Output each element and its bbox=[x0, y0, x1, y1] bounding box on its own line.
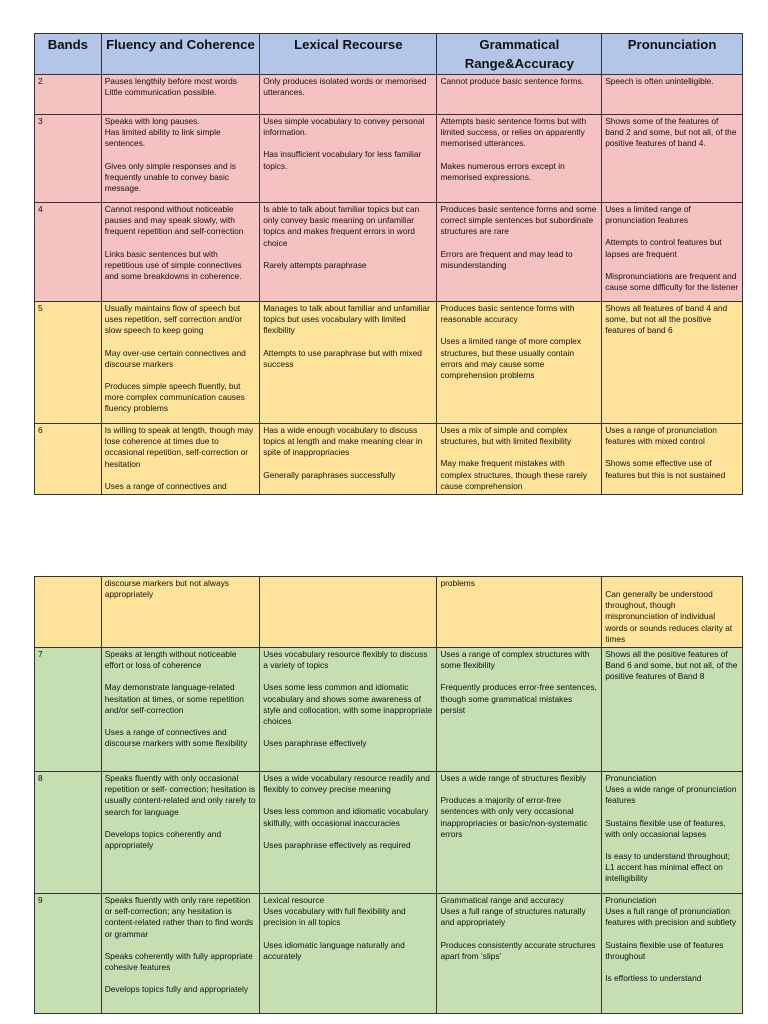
descriptor-paragraph: Uses simple vocabulary to convey personal information. bbox=[263, 116, 427, 138]
descriptor-paragraph: Shows all features of band 4 and some, but not all the positive features of band 6 bbox=[605, 303, 730, 336]
descriptor-paragraph: Pronunciation Uses a full range of pronunciation features with precision and subtlety bbox=[605, 895, 737, 928]
descriptor-cell-grammar bbox=[437, 648, 602, 772]
descriptor-paragraph: Generally paraphrases successfully bbox=[263, 469, 396, 480]
descriptor-paragraph: Has a wide enough vocabulary to discuss topics at length and make meaning clear in spite of inappropriacies bbox=[263, 425, 425, 458]
descriptor-paragraph: Errors are frequent and may lead to misunderstanding bbox=[440, 248, 575, 270]
band-row bbox=[35, 302, 743, 424]
descriptor-cell-fluency bbox=[101, 75, 259, 115]
descriptor-cell-pronunciation bbox=[602, 115, 743, 203]
band-row bbox=[35, 648, 743, 772]
descriptor-paragraph: Produces basic sentence forms and some correct simple sentences but subordinate structures are rare bbox=[440, 204, 599, 237]
descriptor-paragraph: Is effortless to understand bbox=[605, 973, 702, 984]
descriptor-paragraph: Uses a mix of simple and complex structures, but with limited flexibility bbox=[440, 425, 572, 447]
descriptor-paragraph: Uses a range of connectives and bbox=[104, 480, 227, 491]
descriptor-paragraph: Can generally be understood throughout, though mispronunciation of individual words or sounds reduces clarity at times bbox=[605, 589, 735, 644]
descriptor-cell-lexical bbox=[260, 75, 437, 115]
descriptor-paragraph: Produces simple speech fluently, but more complex communication causes fluency problems bbox=[104, 381, 248, 414]
descriptor-paragraph: Attempts to control features but lapses are frequent bbox=[605, 237, 724, 259]
band-number: 7 bbox=[35, 648, 102, 772]
descriptor-cell-grammar bbox=[437, 75, 602, 115]
header-grammar: Grammatical Range&Accuracy bbox=[437, 34, 602, 75]
descriptor-paragraph: Rarely attempts paraphrase bbox=[263, 259, 367, 270]
band-number: 2 bbox=[35, 75, 102, 115]
descriptor-paragraph: Attempts basic sentence forms but with limited success, or relies on apparently memorised utterances. bbox=[440, 116, 589, 149]
descriptor-paragraph: May make frequent mistakes with complex structures, though these rarely cause comprehension bbox=[440, 458, 590, 491]
descriptor-paragraph: Uses paraphrase effectively as required bbox=[263, 839, 411, 850]
descriptor-paragraph: Pronunciation Uses a wide range of pronunciation features bbox=[605, 773, 737, 806]
descriptor-cell-lexical bbox=[260, 115, 437, 203]
descriptor-paragraph: Uses a range of complex structures with some flexibility bbox=[440, 649, 592, 671]
band-row bbox=[35, 577, 743, 648]
descriptor-paragraph: Develops topics fully and appropriately bbox=[104, 984, 249, 995]
header-row bbox=[35, 34, 743, 75]
descriptor-paragraph: Speaks fluently with only occasional repetition or self- correction; hesitation is usually content-related and only rarely to search for language bbox=[104, 773, 258, 817]
descriptor-paragraph: Cannot produce basic sentence forms. bbox=[440, 76, 584, 86]
descriptor-paragraph: May over-use certain connectives and discourse markers bbox=[104, 347, 249, 369]
descriptor-cell-pronunciation bbox=[602, 648, 743, 772]
band-number: 4 bbox=[35, 203, 102, 302]
band-number: 3 bbox=[35, 115, 102, 203]
descriptor-paragraph: Cannot respond without noticeable pauses and may speak slowly, with frequent repetition and self-correction bbox=[104, 204, 244, 237]
descriptor-cell-pronunciation bbox=[602, 894, 743, 1014]
descriptor-cell-fluency bbox=[101, 115, 259, 203]
descriptor-cell-fluency bbox=[101, 648, 259, 772]
descriptor-cell-grammar bbox=[437, 577, 602, 648]
descriptor-paragraph: Speaks fluently with only rare repetition or self-correction; any hesitation is content-related rather than to find words or grammar bbox=[104, 895, 256, 939]
rubric-table-part2 bbox=[34, 576, 743, 1014]
header-fluency: Fluency and Coherence bbox=[101, 34, 259, 75]
descriptor-paragraph: Sustains flexible use of features, with only occasional lapses bbox=[605, 817, 729, 839]
band-row bbox=[35, 203, 743, 302]
descriptor-paragraph: Uses less common and idiomatic vocabulary skilfully, with occasional inaccuracies bbox=[263, 806, 431, 828]
descriptor-paragraph: Uses paraphrase effectively bbox=[263, 738, 367, 749]
descriptor-paragraph: discourse markers but not always appropriately bbox=[104, 578, 232, 600]
rubric-table-part1 bbox=[34, 33, 743, 495]
descriptor-cell-lexical bbox=[260, 894, 437, 1014]
header-pronunciation: Pronunciation bbox=[602, 34, 743, 75]
descriptor-cell-fluency bbox=[101, 203, 259, 302]
descriptor-paragraph: Gives only simple responses and is frequently unable to convey basic message. bbox=[104, 160, 239, 194]
descriptor-paragraph: Shows some effective use of features but this is not sustained bbox=[605, 458, 726, 480]
band-number bbox=[35, 577, 102, 648]
descriptor-paragraph: Is able to talk about familiar topics but can only convey basic meaning on unfamiliar topics and makes frequent errors in word choice bbox=[263, 204, 422, 248]
descriptor-paragraph: Speaks coherently with fully appropriate cohesive features bbox=[104, 950, 256, 973]
descriptor-paragraph: Manages to talk about familiar and unfamiliar topics but uses vocabulary with limited flexibility bbox=[263, 303, 433, 336]
band-row bbox=[35, 75, 743, 115]
descriptor-paragraph: Uses a wide vocabulary resource readily and flexibly to convey precise meaning bbox=[263, 773, 433, 795]
descriptor-cell-fluency bbox=[101, 894, 259, 1014]
descriptor-paragraph: Uses idiomatic language naturally and accurately bbox=[263, 939, 408, 961]
header-lexical: Lexical Recourse bbox=[260, 34, 437, 75]
band-number: 5 bbox=[35, 302, 102, 424]
descriptor-paragraph: Produces a majority of error-free sentences with only very occasional inappropriacies or basic/non-systematic errors bbox=[440, 795, 590, 839]
descriptor-paragraph: Usually maintains flow of speech but uses repetition, self correction and/or slow speech to keep going bbox=[104, 303, 245, 336]
descriptor-paragraph: Links basic sentences but with repetitious use of simple connectives and some breakdowns in coherence. bbox=[104, 248, 244, 282]
descriptor-cell-lexical bbox=[260, 302, 437, 424]
band-number: 9 bbox=[35, 894, 102, 1014]
descriptor-cell-fluency bbox=[101, 302, 259, 424]
descriptor-paragraph: Attempts to use paraphrase but with mixed success bbox=[263, 347, 425, 369]
descriptor-paragraph: Shows all the positive features of Band 6 and some, but not all, of the positive features of Band 8 bbox=[605, 649, 740, 682]
descriptor-paragraph: problems bbox=[440, 578, 475, 588]
descriptor-paragraph: May demonstrate language-related hesitation at times, or some repetition and/or self-correction bbox=[104, 682, 247, 715]
descriptor-paragraph: Grammatical range and accuracy Uses a full range of structures naturally and appropriately bbox=[440, 895, 586, 928]
descriptor-paragraph: Lexical resource Uses vocabulary with full flexibility and precision in all topics bbox=[263, 895, 406, 928]
descriptor-cell-pronunciation bbox=[602, 203, 743, 302]
descriptor-paragraph: Uses vocabulary resource flexibly to discuss a variety of topics bbox=[263, 649, 430, 671]
descriptor-cell-lexical bbox=[260, 772, 437, 894]
descriptor-cell-lexical bbox=[260, 203, 437, 302]
descriptor-paragraph: Speech is often unintelligible. bbox=[605, 76, 714, 86]
descriptor-cell-grammar bbox=[437, 894, 602, 1014]
descriptor-cell-grammar bbox=[437, 115, 602, 203]
descriptor-cell-pronunciation bbox=[602, 772, 743, 894]
descriptor-cell-grammar bbox=[437, 424, 602, 495]
descriptor-paragraph: Uses a range of connectives and discourse markers with some flexibility bbox=[104, 727, 248, 749]
descriptor-cell-pronunciation bbox=[602, 577, 743, 648]
descriptor-paragraph: Makes numerous errors except in memorised expressions. bbox=[440, 160, 568, 182]
descriptor-paragraph: Uses a range of pronunciation features with mixed control bbox=[605, 425, 720, 447]
descriptor-paragraph: Has insufficient vocabulary for less familiar topics. bbox=[263, 149, 424, 171]
descriptor-paragraph: Uses a wide range of structures flexibly bbox=[440, 773, 587, 783]
descriptor-cell-lexical bbox=[260, 648, 437, 772]
descriptor-paragraph: Is easy to understand throughout; L1 accent has minimal effect on intelligibility bbox=[605, 851, 733, 884]
band-row bbox=[35, 894, 743, 1014]
descriptor-paragraph: Is willing to speak at length, though may lose coherence at times due to occasional repetition, self-correction or hesitation bbox=[104, 425, 256, 469]
descriptor-cell-pronunciation bbox=[602, 424, 743, 495]
descriptor-cell-fluency bbox=[101, 424, 259, 495]
descriptor-paragraph: Only produces isolated words or memorised utterances. bbox=[263, 76, 429, 98]
band-number: 6 bbox=[35, 424, 102, 495]
descriptor-cell-pronunciation bbox=[602, 75, 743, 115]
descriptor-paragraph: Shows some of the features of band 2 and some, but not all, of the positive features of band 4. bbox=[605, 116, 739, 149]
band-row bbox=[35, 424, 743, 495]
descriptor-cell-grammar bbox=[437, 302, 602, 424]
descriptor-paragraph: Sustains flexible use of features throughout bbox=[605, 939, 726, 961]
band-row bbox=[35, 115, 743, 203]
descriptor-cell-pronunciation bbox=[602, 302, 743, 424]
descriptor-paragraph: Pauses lengthily before most words Little communication possible. bbox=[104, 76, 237, 98]
header-bands: Bands bbox=[35, 34, 102, 75]
descriptor-paragraph: Uses a limited range of pronunciation features bbox=[605, 204, 694, 226]
descriptor-cell-grammar bbox=[437, 203, 602, 302]
descriptor-paragraph: Speaks at length without noticeable effort or loss of coherence bbox=[104, 649, 239, 671]
band-row bbox=[35, 772, 743, 894]
descriptor-paragraph: Uses a limited range of more complex structures, but these usually contain errors and may cause some comprehension problems bbox=[440, 336, 584, 381]
descriptor-paragraph: Speaks with long pauses. Has limited ability to link simple sentences. bbox=[104, 116, 221, 149]
descriptor-paragraph: Frequently produces error-free sentences, though some grammatical mistakes persist bbox=[440, 682, 600, 715]
descriptor-cell-grammar bbox=[437, 772, 602, 894]
descriptor-paragraph: Uses some less common and idiomatic vocabulary and shows some awareness of style and collocation, with some inappropriate choices bbox=[263, 682, 435, 727]
descriptor-paragraph: Mispronunciations are frequent and cause some difficulty for the listener bbox=[605, 270, 739, 293]
band-number: 8 bbox=[35, 772, 102, 894]
descriptor-cell-fluency bbox=[101, 577, 259, 648]
descriptor-cell-fluency bbox=[101, 772, 259, 894]
descriptor-paragraph: Produces consistently accurate structures apart from ‘slips’ bbox=[440, 939, 598, 961]
descriptor-cell-lexical bbox=[260, 577, 437, 648]
descriptor-paragraph: Develops topics coherently and appropriately bbox=[104, 828, 224, 851]
descriptor-paragraph: Produces basic sentence forms with reasonable accuracy bbox=[440, 303, 577, 325]
descriptor-cell-lexical bbox=[260, 424, 437, 495]
